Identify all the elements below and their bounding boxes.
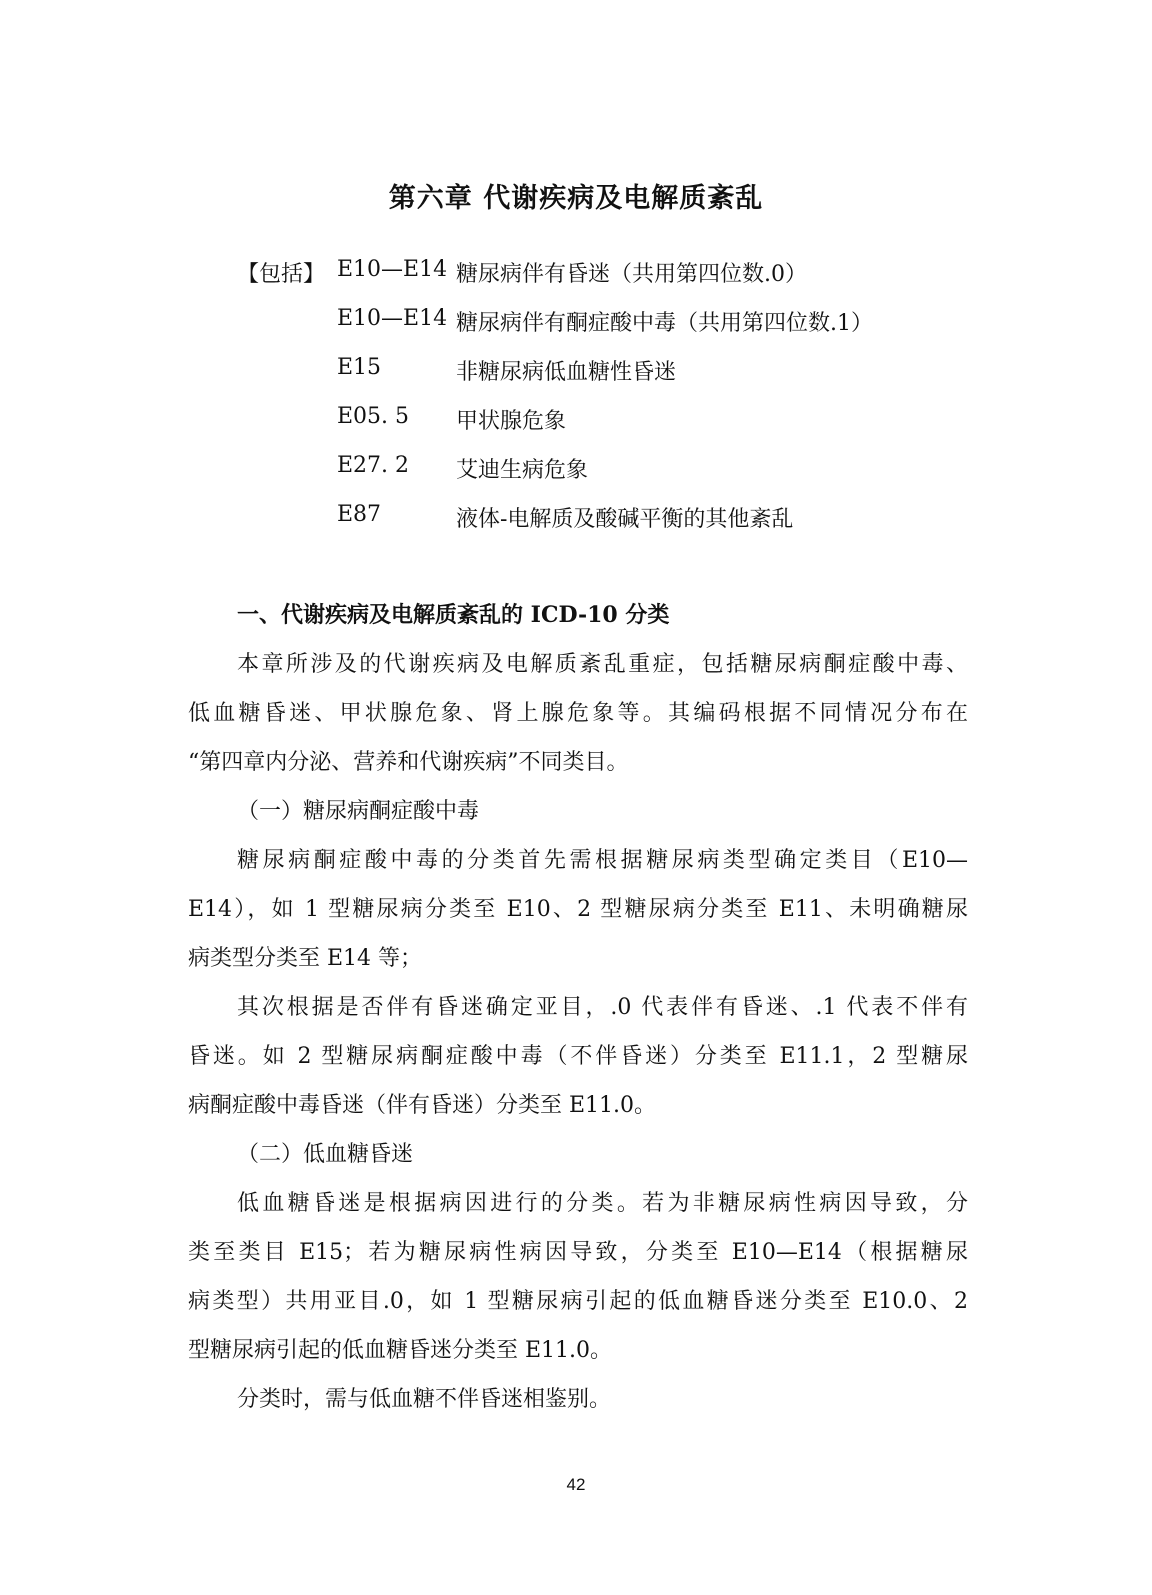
paragraph-line: 病类型）共用亚目.0，如 1 型糖尿病引起的低血糖昏迷分类至 E10.0、2 xyxy=(188,1289,968,1314)
paragraph-line: 分类时，需与低血糖不伴昏迷相鉴别。 xyxy=(237,1387,612,1412)
paragraph-line: 型糖尿病引起的低血糖昏迷分类至 E11.0。 xyxy=(188,1338,613,1363)
page-number: 42 xyxy=(566,1475,586,1494)
include-code: E87 xyxy=(337,502,382,527)
chapter-title: 第六章 代谢疾病及电解质紊乱 xyxy=(388,183,764,214)
paragraph-line: 糖尿病酮症酸中毒的分类首先需根据糖尿病类型确定类目（E10— xyxy=(237,848,968,873)
include-code: E10—E14 xyxy=(337,306,448,331)
include-code: E10—E14 xyxy=(337,257,448,282)
paragraph-line: “第四章内分泌、营养和代谢疾病”不同类目。 xyxy=(188,750,629,775)
include-code: E27. 2 xyxy=(337,453,410,478)
paragraph-line: 低血糖昏迷、甲状腺危象、肾上腺危象等。其编码根据不同情况分布在 xyxy=(188,701,968,726)
include-desc: 液体-电解质及酸碱平衡的其他紊乱 xyxy=(456,507,794,532)
paragraph-line: 低血糖昏迷是根据病因进行的分类。若为非糖尿病性病因导致，分 xyxy=(237,1191,968,1216)
paragraph-line: 其次根据是否伴有昏迷确定亚目，.0 代表伴有昏迷、.1 代表不伴有 xyxy=(237,995,968,1020)
paragraph-line: 昏迷。如 2 型糖尿病酮症酸中毒（不伴昏迷）分类至 E11.1，2 型糖尿 xyxy=(188,1044,968,1069)
paragraph-line: 病酮症酸中毒昏迷（伴有昏迷）分类至 E11.0。 xyxy=(188,1093,657,1118)
paragraph-line: 病类型分类至 E14 等； xyxy=(188,946,423,971)
section-heading: 一、代谢疾病及电解质紊乱的 ICD-10 分类 xyxy=(237,602,670,628)
sub-heading: （一）糖尿病酮症酸中毒 xyxy=(237,799,480,824)
include-desc: 艾迪生病危象 xyxy=(456,458,589,483)
sub-heading: （二）低血糖昏迷 xyxy=(237,1142,414,1167)
include-desc: 甲状腺危象 xyxy=(456,409,567,434)
include-desc: 非糖尿病低血糖性昏迷 xyxy=(456,360,677,385)
include-desc: 糖尿病伴有酮症酸中毒（共用第四位数.1） xyxy=(456,311,873,336)
paragraph-line: E14），如 1 型糖尿病分类至 E10、2 型糖尿病分类至 E11、未明确糖尿 xyxy=(188,897,968,922)
include-code: E15 xyxy=(337,355,382,380)
include-code: E05. 5 xyxy=(337,404,410,429)
paragraph-line: 类至类目 E15；若为糖尿病性病因导致，分类至 E10—E14（根据糖尿 xyxy=(188,1240,968,1265)
paragraph-line: 本章所涉及的代谢疾病及电解质紊乱重症，包括糖尿病酮症酸中毒、 xyxy=(237,652,968,677)
includes-label: 【包括】 xyxy=(237,262,326,287)
include-desc: 糖尿病伴有昏迷（共用第四位数.0） xyxy=(456,262,807,287)
